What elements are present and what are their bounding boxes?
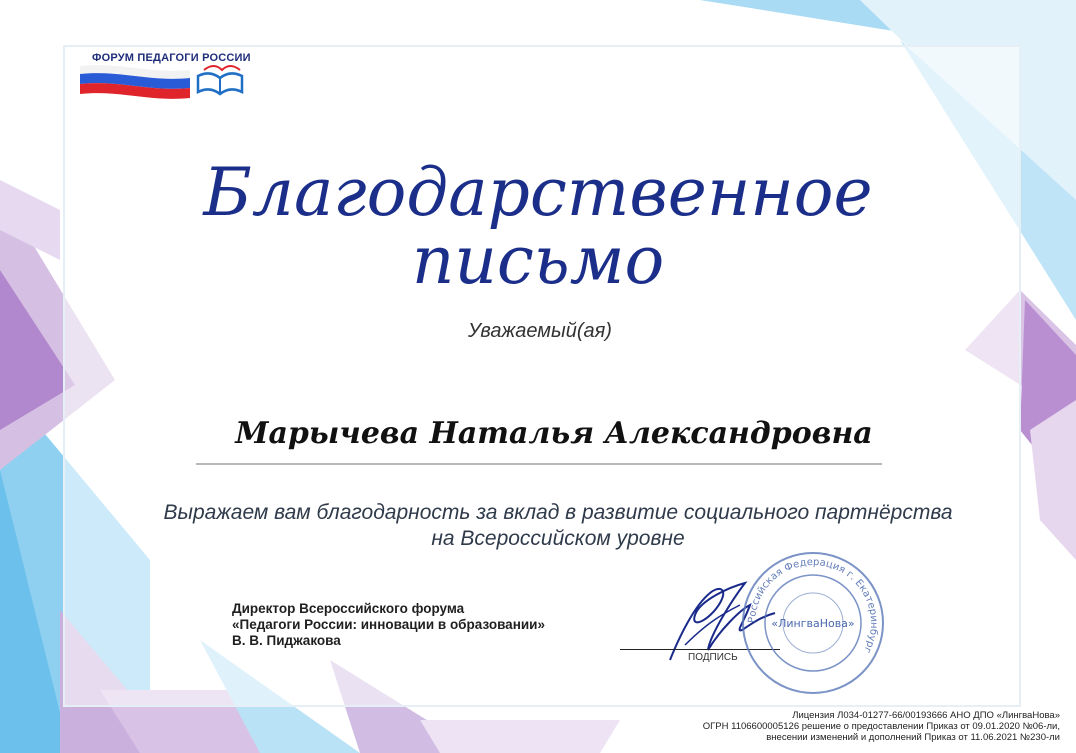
director-name: В. В. Пиджакова	[232, 633, 341, 648]
license-line2: ОГРН 1106600005126 решение о предоставлении Приказ от 09.01.2020 №06-ли,	[702, 721, 1060, 732]
logo-text: ФОРУМ ПЕДАГОГИ РОССИИ	[92, 52, 251, 64]
recipient-name: Марычева Наталья Александровна	[235, 416, 873, 451]
document-title-line1: Благодарственное	[203, 154, 873, 231]
document-title-line2: письмо	[411, 222, 665, 299]
name-underline	[196, 463, 882, 465]
license-info	[703, 710, 1060, 743]
license-line3: внесении изменений и дополнений Приказ от 11.06.2021 №230-ли	[766, 732, 1060, 743]
director-block	[232, 601, 545, 649]
thanks-line1: Выражаем вам благодарность за вклад в развитие социального партнёрства	[163, 501, 953, 524]
signature-label: ПОДПИСЬ	[688, 652, 738, 663]
thanks-text	[0, 500, 1076, 552]
stamp-ring-text: Российская Федерация г. Екатеринбург	[746, 556, 880, 655]
stamp-center-text: «ЛингваНова»	[771, 617, 855, 630]
thanks-line2: на Всероссийском уровне	[431, 527, 685, 550]
organization-stamp	[738, 548, 888, 698]
greeting: Уважаемый(ая)	[468, 320, 612, 342]
director-title: Директор Всероссийского форума	[232, 601, 465, 616]
director-forum: «Педагоги России: инновации в образовании»	[232, 617, 545, 632]
license-line1: Лицензия Л034-01277-66/00193666 АНО ДПО «ЛингваНова»	[792, 710, 1060, 721]
